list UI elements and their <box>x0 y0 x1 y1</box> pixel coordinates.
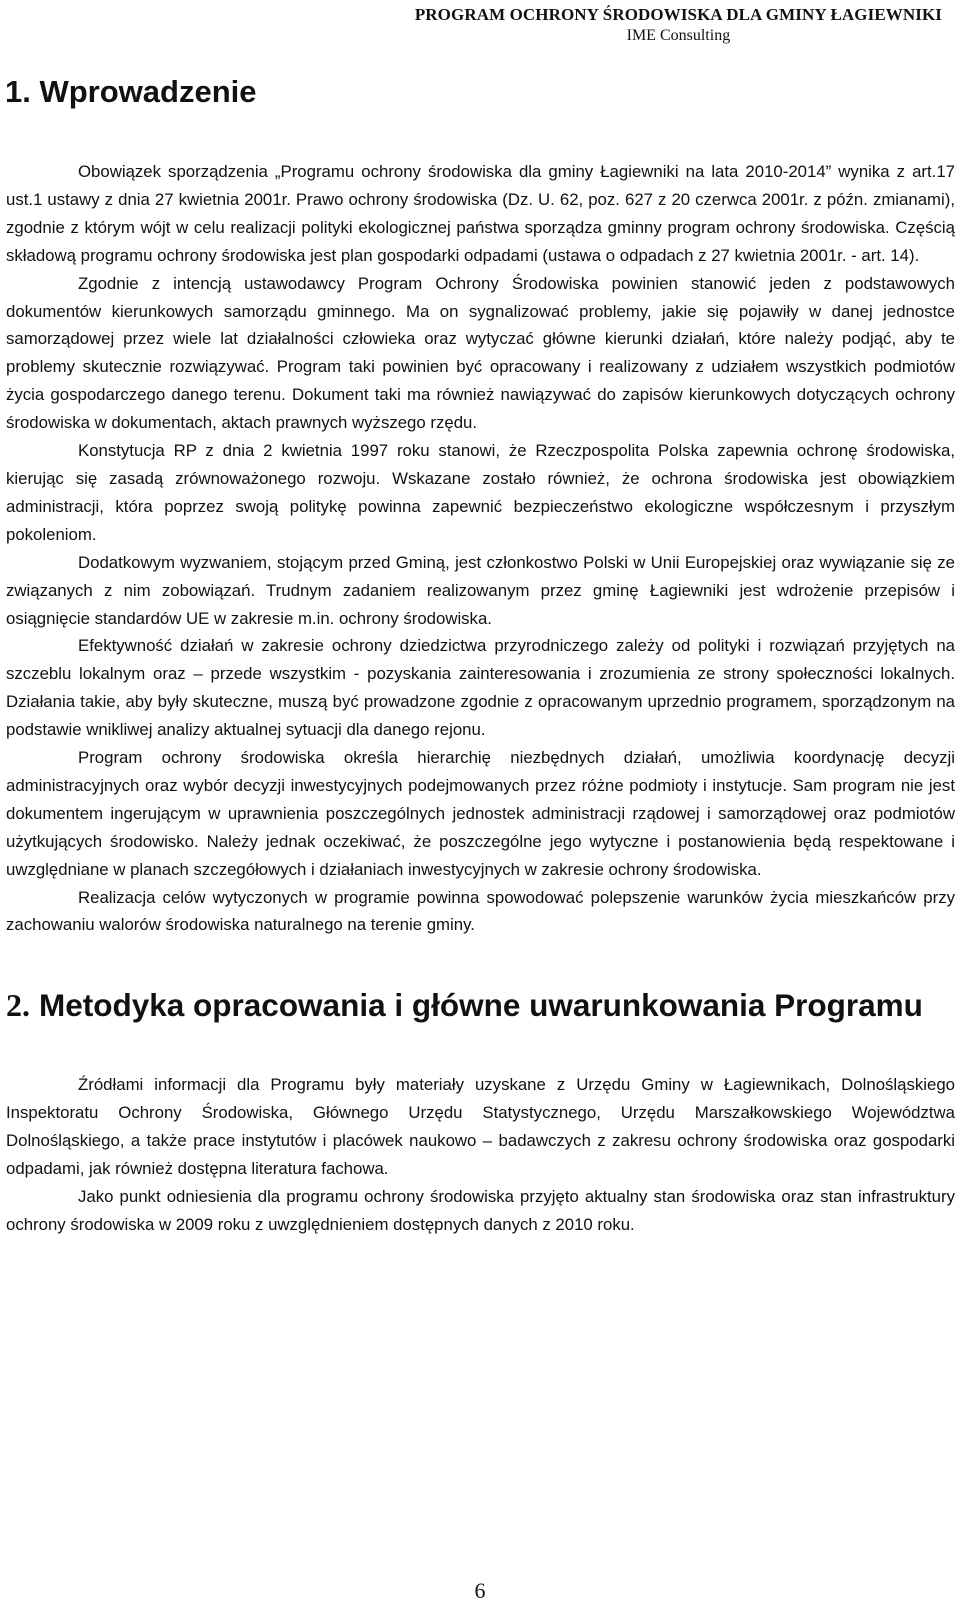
section-1-paragraph-3: Konstytucja RP z dnia 2 kwietnia 1997 roku stanowi, że Rzeczpospolita Polska zapewnia ochronę środowiska, kierując się zasadą zrównoważonego rozwoju. Wskazane zostało również, że ochrona środowiska jest obowiązkiem administracji, która poprzez swoją politykę powinna zapewnić bezpieczeństwo ekologiczne współczesnym i przyszłym pokoleniom. <box>6 441 955 544</box>
page-number: 6 <box>474 1578 486 1603</box>
section-1-paragraph-7: Realizacja celów wytyczonych w programie powinna spowodować polepszenie warunków życia mieszkańców przy zachowaniu walorów środowiska naturalnego na terenie gminy. <box>6 887 955 935</box>
header-subtitle: IME Consulting <box>626 27 731 44</box>
section-2-title: Metodyka opracowania i główne uwarunkowania Programu <box>39 987 923 1024</box>
section-1-heading: 1. Wprowadzenie <box>5 74 257 109</box>
section-1-paragraph-4: Dodatkowym wyzwaniem, stojącym przed Gminą, jest członkostwo Polski w Unii Europejskiej oraz wywiązanie się ze związanych z nim zobowiązań. Trudnym zadaniem realizowanym przez gminę Łagiewniki jest wdrożenie przepisów i osiągnięcie standardów UE w zakresie m.in. ochrony środowiska. <box>6 552 955 628</box>
section-1-paragraph-5: Efektywność działań w zakresie ochrony dziedzictwa przyrodniczego zależy od polityki i rozwiązań przyjętych na szczeblu lokalnym oraz – przede wszystkim - pozyskania zainteresowania i zrozumienia ze strony społeczności lokalnych. Działania takie, aby były skuteczne, muszą być prowadzone zgodnie z opracowanym uprzednio programem, sporządzonym na podstawie wnikliwej analizy aktualnej sytuacji dla danego rejonu. <box>6 636 955 740</box>
section-2-number: 2. <box>6 987 30 1024</box>
section-1-paragraph-1: Obowiązek sporządzenia „Programu ochrony środowiska dla gminy Łagiewniki na lata 2010-2014” wynika z art.17 ust.1 ustawy z dnia 27 kwietnia 2001r. Prawo ochrony środowiska (Dz. U. 62, poz. 627 z 20 czerwca 2001r. z późn. zmianami), zgodnie z którym wójt w celu realizacji polityki ekologicznej państwa sporządza gminny program ochrony środowiska. Częścią składową programu ochrony środowiska jest plan gospodarki odpadami (ustawa o odpadach z 27 kwietnia 2001r. - art. 14). <box>6 162 955 265</box>
section-2-paragraph-1: Źródłami informacji dla Programu były materiały uzyskane z Urzędu Gminy w Łagiewnikach, Dolnośląskiego Inspektoratu Ochrony Środowiska, Głównego Urzędu Statystycznego, Urzędu Marszałkowskiego Województwa Dolnośląskiego, a także prace instytutów i placówek naukowo – badawczych z zakresu ochrony środowiska oraz gospodarki odpadami, jak również dostępna literatura fachowa. <box>6 1075 955 1179</box>
section-2-paragraph-2: Jako punkt odniesienia dla programu ochrony środowiska przyjęto aktualny stan środowiska oraz stan infrastruktury ochrony środowiska w 2009 roku z uwzględnieniem dostępnych danych z 2010 roku. <box>6 1187 955 1234</box>
section-1-paragraph-2: Zgodnie z intencją ustawodawcy Program Ochrony Środowiska powinien stanowić jeden z podstawowych dokumentów kierunkowych samorządu gminnego. Ma on sygnalizować problemy, jakie się pojawiły w danej jednostce samorządowej przez wiele lat działalności człowieka oraz wytyczać główne kierunki działań, które należy podjąć, aby te problemy skutecznie rozwiązywać. Program taki powinien być opracowany i realizowany z udziałem wszystkich podmiotów życia gospodarczego danego terenu. Dokument taki ma również nawiązywać do zapisów kierunkowych dotyczących ochrony środowiska w dokumentach, aktach prawnych wyższego rzędu. <box>6 273 955 433</box>
header-title: PROGRAM OCHRONY ŚRODOWISKA DLA GMINY ŁAGIEWNIKI <box>414 5 942 24</box>
section-1-paragraph-6: Program ochrony środowiska określa hierarchię niezbędnych działań, umożliwia koordynację decyzji administracyjnych oraz wybór decyzji inwestycyjnych podejmowanych przez różne podmioty i instytucje. Sam program nie jest dokumentem ingerującym w uprawnienia poszczególnych jednostek administracji rządowej i samorządowej oraz podmiotów użytkujących środowisko. Należy jednak oczekiwać, że poszczególne jego wytyczne i postanowienia będą respektowane i uwzględniane w planach szczegółowych i działaniach inwestycyjnych w zakresie ochrony środowiska. <box>6 748 955 879</box>
document-body <box>6 70 955 1239</box>
page-header <box>415 4 942 46</box>
section-2-heading <box>6 983 955 1027</box>
